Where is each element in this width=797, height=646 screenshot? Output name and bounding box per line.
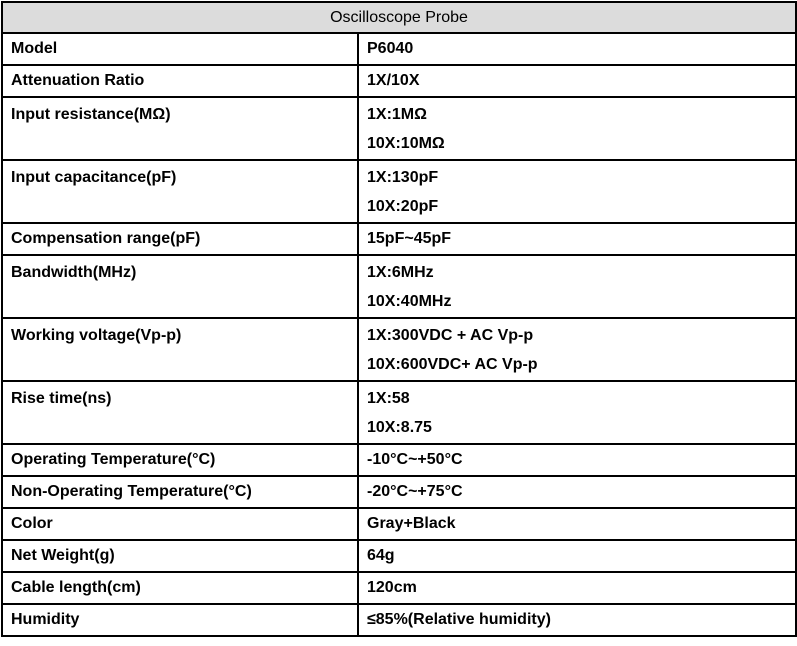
- row-label: Bandwidth(MHz): [2, 255, 358, 318]
- table-row: [2, 65, 796, 97]
- value-line: 10X:40MHz: [367, 293, 452, 310]
- table-row: [2, 508, 796, 540]
- table-row: [2, 160, 796, 223]
- row-label: Rise time(ns): [2, 381, 358, 444]
- row-label: Attenuation Ratio: [2, 65, 358, 97]
- row-value: [358, 160, 796, 223]
- title-row: [2, 2, 796, 33]
- value-line: 15pF~45pF: [367, 230, 452, 247]
- row-value: [358, 381, 796, 444]
- row-label: Non-Operating Temperature(°C): [2, 476, 358, 508]
- value-line: 10X:600VDC+ AC Vp-p: [367, 356, 538, 373]
- value-line: -20°C~+75°C: [367, 483, 463, 500]
- value-line: Gray+Black: [367, 515, 456, 532]
- row-value: [358, 508, 796, 540]
- value-line: 1X:58: [367, 390, 410, 407]
- table-row: [2, 604, 796, 636]
- table-row: [2, 97, 796, 160]
- row-value: [358, 540, 796, 572]
- table-row: [2, 33, 796, 65]
- row-value: [358, 255, 796, 318]
- row-label: Input capacitance(pF): [2, 160, 358, 223]
- row-label: Cable length(cm): [2, 572, 358, 604]
- table-row: [2, 381, 796, 444]
- row-label: Humidity: [2, 604, 358, 636]
- value-line: 64g: [367, 547, 395, 564]
- table-title: Oscilloscope Probe: [2, 2, 796, 33]
- row-value: [358, 604, 796, 636]
- value-line: 120cm: [367, 579, 417, 596]
- row-value: [358, 444, 796, 476]
- value-line: P6040: [367, 40, 414, 57]
- row-value: [358, 223, 796, 255]
- row-value: [358, 65, 796, 97]
- row-label: Operating Temperature(°C): [2, 444, 358, 476]
- row-value: [358, 33, 796, 65]
- row-value: [358, 476, 796, 508]
- table-row: [2, 223, 796, 255]
- row-value: [358, 572, 796, 604]
- value-line: 1X:300VDC + AC Vp-p: [367, 327, 534, 344]
- value-line: -10°C~+50°C: [367, 451, 463, 468]
- value-line: 10X:8.75: [367, 419, 432, 436]
- value-line: 1X:6MHz: [367, 264, 434, 281]
- row-value: [358, 97, 796, 160]
- table-row: [2, 572, 796, 604]
- row-value: [358, 318, 796, 381]
- value-line: ≤85%(Relative humidity): [367, 611, 551, 628]
- table-row: [2, 318, 796, 381]
- value-line: 1X/10X: [367, 72, 420, 89]
- spec-table: [1, 1, 797, 637]
- row-label: Compensation range(pF): [2, 223, 358, 255]
- table-row: [2, 476, 796, 508]
- row-label: Model: [2, 33, 358, 65]
- spec-table-body: [2, 2, 796, 636]
- row-label: Input resistance(MΩ): [2, 97, 358, 160]
- value-line: 1X:1MΩ: [367, 106, 427, 123]
- value-line: 10X:20pF: [367, 198, 439, 215]
- table-row: [2, 255, 796, 318]
- value-line: 1X:130pF: [367, 169, 439, 186]
- row-label: Working voltage(Vp-p): [2, 318, 358, 381]
- table-row: [2, 540, 796, 572]
- table-row: [2, 444, 796, 476]
- value-line: 10X:10MΩ: [367, 135, 445, 152]
- row-label: Net Weight(g): [2, 540, 358, 572]
- row-label: Color: [2, 508, 358, 540]
